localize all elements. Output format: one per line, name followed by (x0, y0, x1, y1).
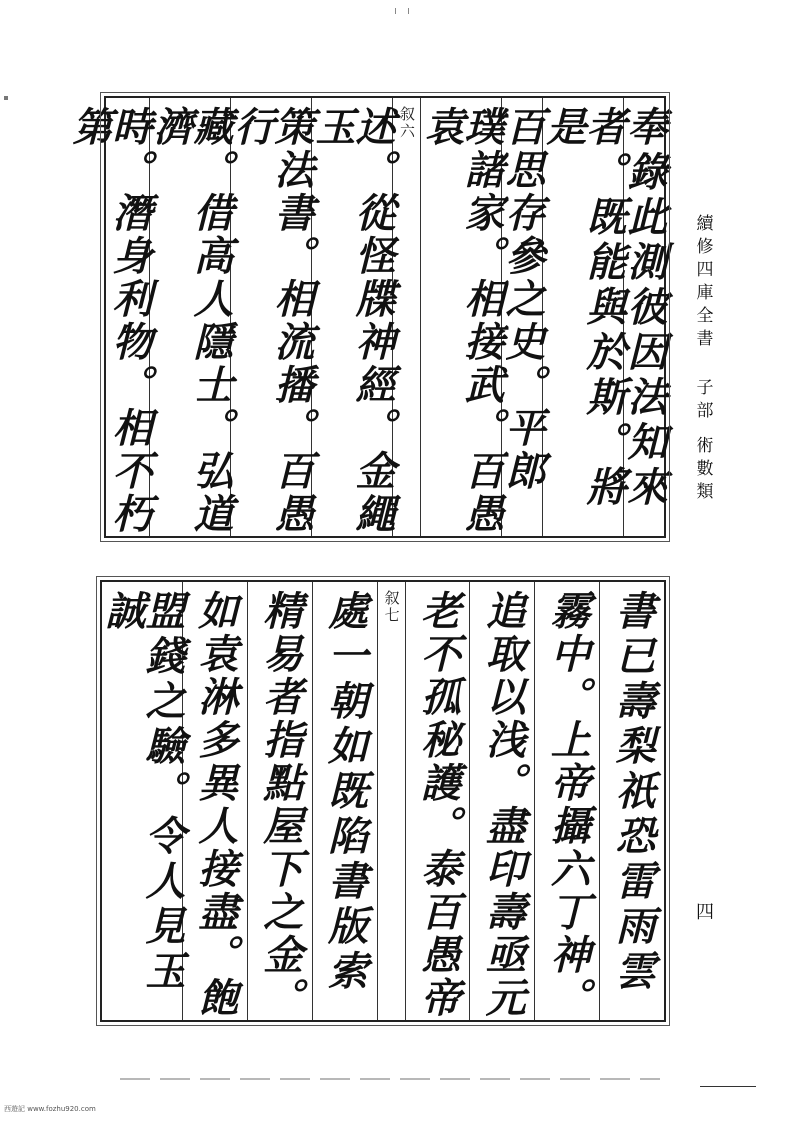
upper-column-8 (66, 98, 153, 536)
lower-column-3 (469, 582, 534, 1020)
page-number: 四 (696, 902, 714, 923)
lower-column-2-text: 霧中。上帝攝六丁神。 (544, 590, 592, 1020)
upper-folio-column (392, 98, 420, 536)
scan-tick-mark (4, 96, 8, 100)
lower-column-4-text: 老不孤秘護。泰百愚帝 (414, 590, 462, 1020)
upper-column-6 (228, 98, 315, 536)
upper-column-5-text: 述。從怪牒神經。金繩玉 (309, 106, 396, 536)
upper-column-3 (499, 98, 546, 536)
upper-column-4 (418, 98, 505, 536)
lower-column-6 (247, 582, 312, 1020)
upper-column-2-text: 者。既能與於斯。將是 (540, 106, 627, 511)
upper-column-7 (147, 98, 234, 536)
lower-column-1 (599, 582, 664, 1020)
upper-column-8-text: 時。潛身利物。相不朽第 (66, 106, 153, 536)
upper-column-6-text: 策法書。相流播。百愚行 (228, 106, 315, 536)
upper-folio-note: 叙六 (398, 106, 416, 140)
lower-leaf-frame (100, 580, 666, 1022)
lower-column-7-text: 如袁淋多異人接盡。飽 (191, 590, 239, 1020)
upper-leaf-frame (66, 96, 668, 538)
lower-column-5 (312, 582, 377, 1020)
lower-column-7 (182, 582, 247, 1020)
lower-column-5-text: 處一朝如既陷書版索 (321, 590, 369, 995)
lower-folio-note: 叙七 (382, 590, 401, 624)
upper-column-1-text: 奉錄此測彼因法知來 (621, 106, 668, 511)
running-title (684, 214, 722, 505)
lower-column-1-text: 書已壽梨祇恐雷雨雲 (609, 590, 657, 995)
lower-column-2 (534, 582, 599, 1020)
upper-column-4-text: 璞諸家。相接武。百愚袁 (418, 106, 505, 536)
upper-column-7-text: 藏。借高人隱士。弘道濟 (147, 106, 234, 536)
lower-leaf-columns (98, 582, 664, 1020)
binding-notch (395, 8, 409, 14)
lower-column-8-text: 盟錢之驗。令人見玉誠 (98, 590, 186, 995)
section-title: 子部 (692, 378, 713, 424)
category-title: 術數類 (692, 436, 713, 505)
scan-bottom-shadow (120, 1078, 660, 1080)
upper-leaf-columns (66, 98, 668, 536)
upper-column-1 (621, 98, 668, 536)
lower-column-4 (405, 582, 470, 1020)
upper-column-3-text: 百思存參之史。平郎 (499, 106, 546, 493)
lower-folio-column (377, 582, 405, 1020)
upper-column-5 (309, 98, 396, 536)
lower-column-6-text: 精易者指點屋下之金。 (256, 590, 304, 1020)
collection-title: 續修四庫全書 (692, 214, 713, 352)
lower-column-3-text: 追取以浅。盡印壽亟元 (479, 590, 527, 1020)
upper-column-2 (540, 98, 627, 536)
lower-column-8 (98, 582, 186, 1020)
scan-top-edge (0, 8, 802, 14)
footer-rule (700, 1086, 756, 1087)
site-watermark: 西遊記 www.fozhu920.com (4, 1105, 96, 1113)
